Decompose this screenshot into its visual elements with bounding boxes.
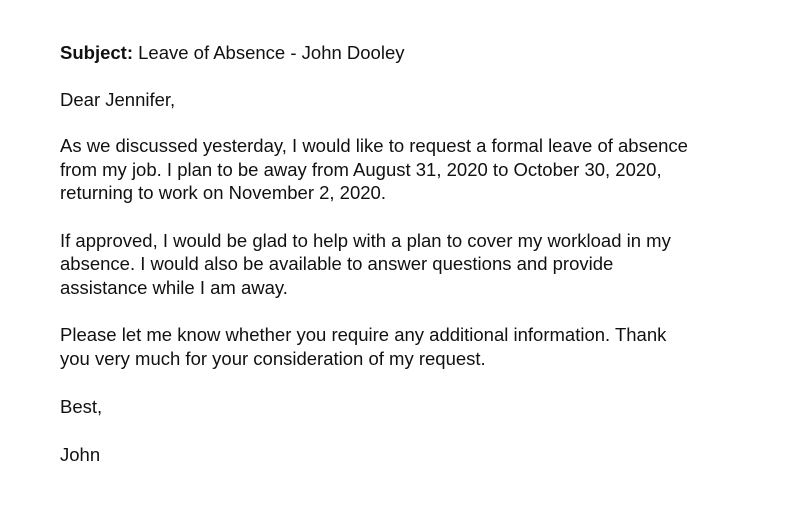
paragraph-closing-request: Please let me know whether you require any additional information. Thank you very much for your consideration of my request.	[60, 324, 667, 369]
closing: Best,	[60, 396, 103, 417]
paragraph-assistance: If approved, I would be glad to help with a plan to cover my workload in my absence. I would also be available to answer questions and provide assistance while I am away.	[60, 229, 671, 298]
letter-body	[60, 41, 760, 466]
greeting: Dear Jennifer,	[60, 88, 176, 110]
subject-line	[60, 41, 760, 65]
signature: John	[60, 443, 101, 465]
paragraph-request: As we discussed yesterday, I would like to request a formal leave of absence from my job. I plan to be away from August 31, 2020 to October 30, 2020, returning to work on November 2, 2020.	[60, 135, 688, 203]
subject-text: Leave of Absence - John Dooley	[132, 42, 405, 63]
subject-label: Subject:	[60, 42, 133, 63]
